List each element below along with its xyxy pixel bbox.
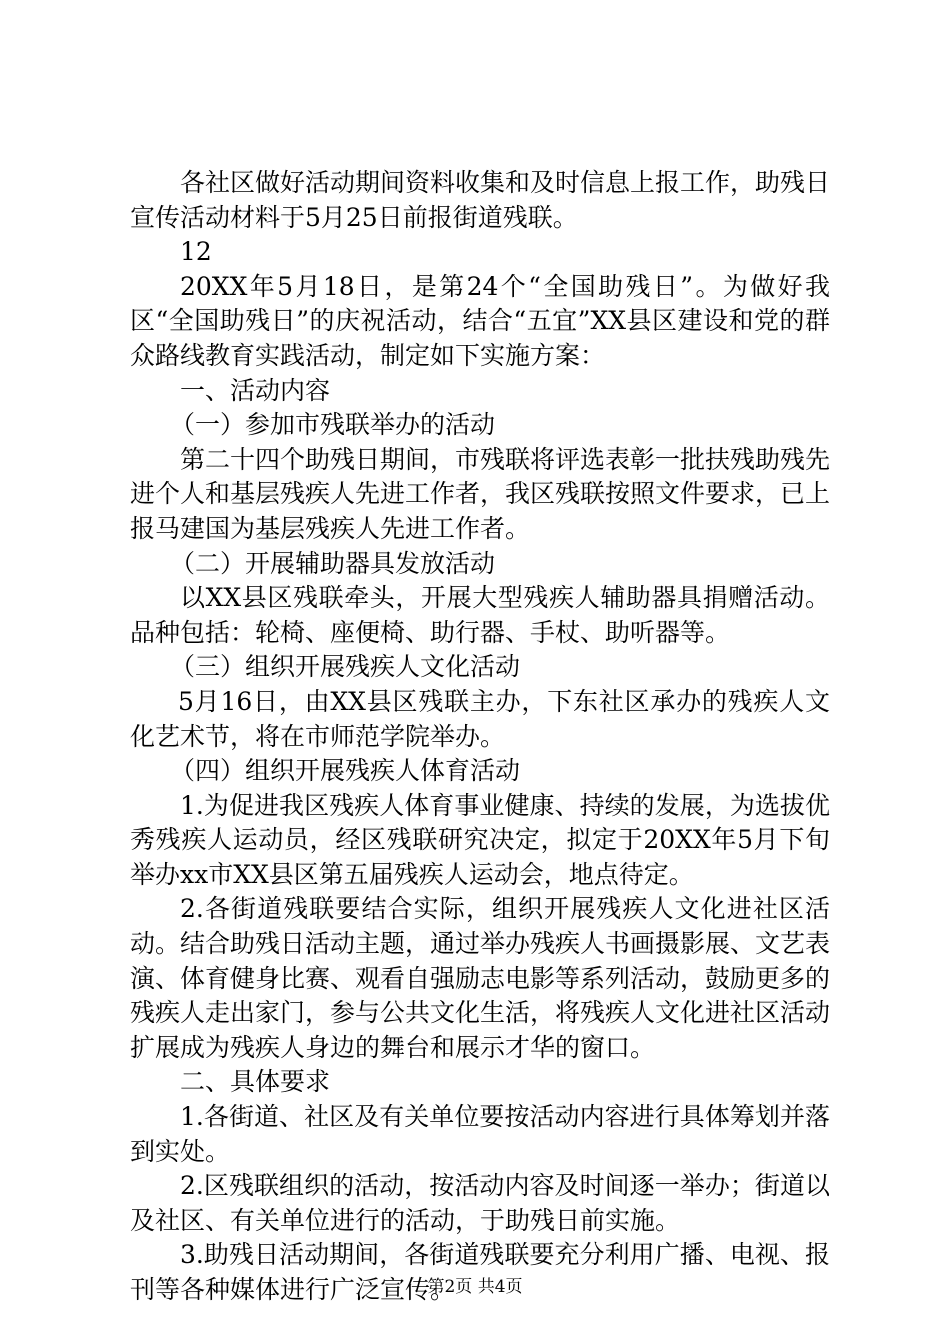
page-footer — [0, 1277, 950, 1297]
paragraph-culture: 5月16日，由XX县区残联主办，下东社区承办的残疾人文化艺术节，将在市师范学院举办。 — [130, 686, 830, 751]
paragraph-city-activities: 第二十四个助残日期间，市残联将评选表彰一批扶残助残先进个人和基层残疾人先进工作者，我区残联按照文件要求，已上报马建国为基层残疾人先进工作者。 — [130, 444, 831, 543]
paragraph-requirement-1: 1.各街道、社区及有关单位要按活动内容进行具体筹划并落到实处。 — [130, 1102, 830, 1166]
subheading-sports: （四）组织开展残疾人体育活动 — [170, 756, 521, 786]
paragraph-requirement-3: 3.助残日活动期间，各街道残联要充分利用广播、电视、报刊等各种媒体进行广泛宣传。 — [130, 1240, 830, 1304]
paragraph-intro: 20XX年5月18日，是第24个“全国助残日”。为做好我区“全国助残日”的庆祝活动，结合“五宜”XX县区建设和党的群众路线教育实践活动，制定如下实施方案： — [130, 271, 830, 370]
section-heading-requirements: 二、具体要求 — [180, 1067, 331, 1097]
paragraph-sports-2: 2.各街道残联要结合实际，组织开展残疾人文化进社区活动。结合助残日活动主题，通过举办残疾人书画摄影展、文艺表演、体育健身比赛、观看自强励志电影等系列活动，鼓励更多的残疾人走出家门，参与公共文化生活，将残疾人文化进社区活动扩展成为残疾人身边的舞台和展示才华的窗口。 — [130, 894, 831, 1062]
document-body — [130, 166, 830, 1308]
section-heading-activity-content: 一、活动内容 — [180, 375, 331, 405]
subheading-culture: （三）组织开展残疾人文化活动 — [170, 652, 521, 682]
subheading-city-activities: （一）参加市残联举办的活动 — [170, 410, 496, 440]
paragraph-requirement-2: 2.区残联组织的活动，按活动内容及时间逐一举办；街道以及社区、有关单位进行的活动，于助残日前实施。 — [130, 1171, 830, 1235]
paragraph-info-report: 各社区做好活动期间资料收集和及时信息上报工作，助残日宣传活动材料于5月25日前报街道残联。 — [130, 168, 831, 232]
paragraph-sports-1: 1.为促进我区残疾人体育事业健康、持续的发展，为选拔优秀残疾人运动员，经区残联研究决定，拟定于20XX年5月下旬举办xx市XX县区第五届残疾人运动会，地点待定。 — [130, 790, 830, 889]
page-number-label: 第2页 共4页 — [427, 1277, 523, 1297]
paragraph-assistive-devices: 以XX县区残联牵头，开展大型残疾人辅助器具捐赠活动。品种包括：轮椅、座便椅、助行器、手杖、助听器等。 — [130, 583, 830, 647]
subheading-assistive-devices: （二）开展辅助器具发放活动 — [170, 548, 496, 578]
paragraph-number: 12 — [180, 237, 212, 267]
